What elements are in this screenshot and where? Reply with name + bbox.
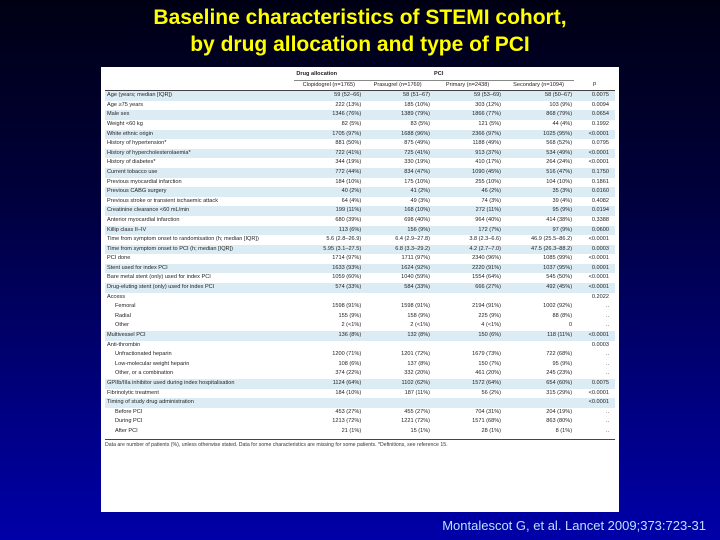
p-value-cell: 0.0075 [574, 379, 615, 389]
primary-pci-cell: 2220 (91%) [432, 264, 503, 274]
table-footnote: Data are number of patients (%), unless otherwise stated. Data for some characteristics are missing for some patients. *Definitions, see reference 15. [105, 439, 615, 448]
secondary-pci-cell: 97 (9%) [503, 226, 574, 236]
table-group-header-row [105, 70, 615, 80]
secondary-pci-cell: 35 (3%) [503, 187, 574, 197]
row-label: During PCI [115, 418, 143, 425]
row-label: After PCI [115, 427, 138, 434]
row-label: PCI done [107, 255, 131, 262]
prasugrel-cell: 168 (10%) [363, 206, 432, 216]
clopidogrel-cell: 5.6 (2.8–26.9) [326, 236, 362, 243]
primary-pci-cell: 4.2 (2.7–7.0) [432, 245, 503, 255]
p-value-cell: .. [605, 360, 609, 367]
primary-pci-cell: 2366 (97%) [432, 130, 503, 140]
row-label: Creatinine clearance <60 mL/min [105, 206, 294, 216]
p-value-cell: <0.0001 [588, 389, 609, 396]
row-label: Male sex [105, 110, 294, 120]
prasugrel-cell: 175 (10%) [404, 178, 431, 185]
primary-pci-cell: 704 (31%) [475, 408, 502, 415]
table-row [105, 197, 615, 207]
table-image [101, 67, 619, 512]
primary-pci-cell [432, 341, 503, 351]
prasugrel-cell: 1711 (97%) [401, 255, 431, 262]
table-row [105, 398, 615, 408]
p-value-cell: <0.0001 [588, 274, 609, 281]
column-header: Prasugrel (n=1769) [363, 80, 432, 91]
table-row [105, 293, 615, 303]
row-label: Age (years; median [IQR]) [105, 91, 294, 101]
prasugrel-cell [363, 398, 432, 408]
primary-pci-cell: 666 (27%) [432, 283, 503, 293]
column-header: Primary (n=2438) [432, 80, 503, 91]
table-row [105, 235, 615, 245]
table-row [105, 130, 615, 140]
row-label: Radial [115, 312, 131, 319]
row-label: Previous stroke or transient ischaemic attack [107, 197, 218, 204]
table-row [105, 168, 615, 178]
table-row [105, 273, 615, 283]
prasugrel-cell: 83 (5%) [410, 120, 431, 127]
p-value-cell: 0.0654 [574, 110, 615, 120]
primary-pci-cell: 255 (10%) [475, 178, 502, 185]
secondary-pci-cell: 95 (9%) [552, 360, 573, 367]
clopidogrel-cell: 453 (27%) [335, 408, 362, 415]
group-header-pci: PCI [432, 70, 574, 80]
row-label: Age ≥75 years [107, 101, 144, 108]
table-row [105, 360, 615, 370]
clopidogrel-cell: 722 (41%) [294, 149, 363, 159]
row-label: Unfractionated heparin [115, 351, 172, 358]
table-row [105, 91, 615, 101]
primary-pci-cell: 1571 (68%) [472, 418, 502, 425]
prasugrel-cell: 332 (20%) [404, 370, 431, 377]
clopidogrel-cell: 136 (8%) [294, 331, 363, 341]
column-header: p [574, 80, 615, 91]
p-value-cell: .. [605, 303, 609, 310]
table-row [105, 408, 615, 418]
primary-pci-cell: 303 (12%) [475, 101, 502, 108]
p-value-cell: <0.0001 [574, 149, 615, 159]
primary-pci-cell [432, 293, 503, 303]
table-row [105, 149, 615, 159]
row-label: Time from symptom onset to PCI (h; median [IQR]) [105, 245, 294, 255]
title-line-2: by drug allocation and type of PCI [190, 33, 530, 56]
clopidogrel-cell: 21 (1%) [341, 427, 362, 434]
secondary-pci-cell: 58 (50–67) [503, 91, 574, 101]
p-value-cell: .. [605, 322, 609, 329]
primary-pci-cell: 28 (1%) [481, 427, 502, 434]
p-value-cell: 0.2022 [591, 293, 609, 300]
table-row [105, 389, 615, 399]
prasugrel-cell: 6.8 (3.3–29.2) [363, 245, 432, 255]
p-value-cell: .. [605, 312, 609, 319]
prasugrel-cell: 132 (8%) [363, 331, 432, 341]
table-row [105, 312, 615, 322]
secondary-pci-cell: 95 (9%) [503, 206, 574, 216]
secondary-pci-cell: 863 (80%) [546, 418, 573, 425]
secondary-pci-cell: 1002 (92%) [543, 303, 573, 310]
primary-pci-cell: 56 (2%) [481, 389, 502, 396]
row-label: Stent used for index PCI [105, 264, 294, 274]
prasugrel-cell: 875 (49%) [404, 140, 431, 147]
secondary-pci-cell: 315 (29%) [546, 389, 573, 396]
clopidogrel-cell: 374 (22%) [335, 370, 362, 377]
row-label: Multivessel PCI [105, 331, 294, 341]
table-row [105, 302, 615, 312]
prasugrel-cell: 725 (41%) [363, 149, 432, 159]
prasugrel-cell: 1688 (96%) [363, 130, 432, 140]
prasugrel-cell: 1201 (72%) [401, 351, 431, 358]
p-value-cell: .. [605, 370, 609, 377]
primary-pci-cell: 46 (2%) [432, 187, 503, 197]
p-value-cell: 0.0001 [574, 264, 615, 274]
p-value-cell: 0.0600 [574, 226, 615, 236]
table-row [105, 178, 615, 188]
primary-pci-cell: 3.8 (2.3–6.6) [469, 236, 502, 243]
clopidogrel-cell [294, 398, 363, 408]
column-header [105, 80, 294, 91]
clopidogrel-cell: 64 (4%) [341, 197, 362, 204]
clopidogrel-cell: 2 (<1%) [341, 322, 362, 329]
prasugrel-cell [363, 341, 432, 351]
secondary-pci-cell: 264 (24%) [546, 159, 573, 166]
row-label: Killip class II–IV [105, 226, 294, 236]
primary-pci-cell: 1679 (73%) [472, 351, 502, 358]
row-label: Previous CABG surgery [105, 187, 294, 197]
table-row [105, 206, 615, 216]
prasugrel-cell: 2 (<1%) [410, 322, 431, 329]
slide-title [0, 4, 720, 58]
p-value-cell: .. [605, 418, 609, 425]
secondary-pci-cell: 8 (1%) [555, 427, 573, 434]
table-row [105, 120, 615, 130]
p-value-cell: 0.0795 [591, 140, 609, 147]
table-row [105, 254, 615, 264]
prasugrel-cell: 1040 (59%) [401, 274, 431, 281]
primary-pci-cell: 74 (3%) [481, 197, 502, 204]
p-value-cell: 0.0160 [574, 187, 615, 197]
clopidogrel-cell: 82 (5%) [341, 120, 362, 127]
p-value-cell: <0.0001 [588, 159, 609, 166]
secondary-pci-cell: 47.5 (26.3–88.2) [503, 245, 574, 255]
table-row [105, 283, 615, 293]
p-value-cell: <0.0001 [574, 283, 615, 293]
clopidogrel-cell: 772 (44%) [294, 168, 363, 178]
primary-pci-cell: 225 (9%) [478, 312, 502, 319]
prasugrel-cell: 1102 (62%) [363, 379, 432, 389]
prasugrel-cell: 584 (33%) [363, 283, 432, 293]
p-value-cell: <0.0001 [574, 130, 615, 140]
row-label: Before PCI [115, 408, 143, 415]
secondary-pci-cell: 46.9 (25.5–86.2) [531, 236, 573, 243]
prasugrel-cell: 698 (40%) [404, 216, 431, 223]
secondary-pci-cell: 204 (19%) [546, 408, 573, 415]
primary-pci-cell: 964 (40%) [475, 216, 502, 223]
table-row [105, 427, 615, 437]
primary-pci-cell: 150 (6%) [432, 331, 503, 341]
table-row [105, 350, 615, 360]
row-label: History of hypertension* [107, 140, 167, 147]
table-row [105, 331, 615, 341]
row-label: GPIIb/IIIa inhibitor used during index hospitalisation [105, 379, 294, 389]
table-row [105, 341, 615, 351]
p-value-cell: 0.0094 [591, 101, 609, 108]
p-value-cell: .. [605, 427, 609, 434]
primary-pci-cell: 272 (11%) [432, 206, 503, 216]
primary-pci-cell: 2340 (96%) [472, 255, 502, 262]
primary-pci-cell: 121 (5%) [478, 120, 502, 127]
clopidogrel-cell: 184 (10%) [335, 178, 362, 185]
clopidogrel-cell: 1598 (91%) [332, 303, 362, 310]
column-header: Clopidogrel (n=1765) [294, 80, 363, 91]
table-row [105, 417, 615, 427]
row-label: Femoral [115, 303, 136, 310]
secondary-pci-cell: 104 (10%) [546, 178, 573, 185]
secondary-pci-cell: 118 (11%) [503, 331, 574, 341]
clopidogrel-cell: 5.95 (3.1–27.5) [294, 245, 363, 255]
p-value-cell: 0.0194 [574, 206, 615, 216]
prasugrel-cell: 1598 (91%) [401, 303, 431, 310]
clopidogrel-cell: 1059 (60%) [332, 274, 362, 281]
table-row [105, 101, 615, 111]
clopidogrel-cell: 1200 (71%) [332, 351, 362, 358]
prasugrel-cell: 330 (19%) [404, 159, 431, 166]
secondary-pci-cell: 39 (4%) [552, 197, 573, 204]
clopidogrel-cell: 222 (13%) [335, 101, 362, 108]
prasugrel-cell: 6.4 (2.9–27.8) [395, 236, 431, 243]
secondary-pci-cell: 568 (52%) [546, 140, 573, 147]
prasugrel-cell: 41 (2%) [363, 187, 432, 197]
row-label: Previous myocardial infarction [107, 178, 182, 185]
p-value-cell: 0.1750 [574, 168, 615, 178]
p-value-cell: .. [605, 408, 609, 415]
p-value-cell: 0.0003 [574, 245, 615, 255]
clopidogrel-cell: 881 (50%) [335, 140, 362, 147]
row-label: Current tobacco use [105, 168, 294, 178]
row-label: Time from symptom onset to randomisation (h; median [IQR]) [107, 236, 259, 243]
row-label: Low-molecular weight heparin [115, 360, 190, 367]
table-row [105, 158, 615, 168]
table-row [105, 245, 615, 255]
table-row [105, 321, 615, 331]
primary-pci-cell: 461 (20%) [475, 370, 502, 377]
prasugrel-cell: 158 (9%) [407, 312, 431, 319]
secondary-pci-cell: 654 (60%) [503, 379, 574, 389]
clopidogrel-cell: 108 (6%) [338, 360, 362, 367]
title-line-1: Baseline characteristics of STEMI cohort, [153, 6, 567, 29]
clopidogrel-cell: 1213 (72%) [332, 418, 362, 425]
row-label: Drug-eluting stent (only) used for index PCI [105, 283, 294, 293]
clopidogrel-cell [294, 341, 363, 351]
column-header: Secondary (n=1094) [503, 80, 574, 91]
p-value-cell: 0.1992 [591, 120, 609, 127]
clopidogrel-cell: 40 (2%) [294, 187, 363, 197]
prasugrel-cell: 187 (11%) [404, 389, 431, 396]
primary-pci-cell: 913 (37%) [432, 149, 503, 159]
clopidogrel-cell: 184 (10%) [335, 389, 362, 396]
primary-pci-cell: 1090 (45%) [432, 168, 503, 178]
prasugrel-cell: 156 (9%) [363, 226, 432, 236]
primary-pci-cell: 4 (<1%) [481, 322, 502, 329]
secondary-pci-cell: 545 (50%) [546, 274, 573, 281]
primary-pci-cell: 2194 (91%) [472, 303, 502, 310]
row-label: Timing of study drug administration [105, 398, 294, 408]
clopidogrel-cell: 155 (9%) [338, 312, 362, 319]
p-value-cell: 0.1861 [591, 178, 609, 185]
table-row [105, 187, 615, 197]
secondary-pci-cell: 0 [568, 322, 573, 329]
p-value-cell: .. [605, 351, 609, 358]
prasugrel-cell: 1389 (79%) [363, 110, 432, 120]
primary-pci-cell: 1866 (77%) [432, 110, 503, 120]
clopidogrel-cell: 1124 (64%) [294, 379, 363, 389]
prasugrel-cell: 455 (27%) [404, 408, 431, 415]
secondary-pci-cell: 44 (4%) [552, 120, 573, 127]
clopidogrel-cell: 680 (39%) [335, 216, 362, 223]
baseline-table [105, 70, 615, 437]
primary-pci-cell: 59 (53–69) [432, 91, 503, 101]
secondary-pci-cell: 1085 (99%) [543, 255, 573, 262]
prasugrel-cell: 137 (8%) [407, 360, 431, 367]
table-row [105, 139, 615, 149]
prasugrel-cell: 15 (1%) [410, 427, 431, 434]
row-label: Anterior myocardial infarction [107, 216, 180, 223]
secondary-pci-cell: 414 (38%) [546, 216, 573, 223]
row-label: Other [115, 322, 129, 329]
prasugrel-cell: 1624 (92%) [363, 264, 432, 274]
row-label: Bare metal stent (only) used for index PCI [107, 274, 211, 281]
citation: Montalescot G, et al. Lancet 2009;373:723-31 [442, 518, 706, 533]
row-label: Other, or a combination [115, 370, 174, 377]
table-row [105, 264, 615, 274]
secondary-pci-cell: 103 (9%) [549, 101, 573, 108]
primary-pci-cell: 1572 (64%) [432, 379, 503, 389]
table-row [105, 226, 615, 236]
table-column-header-row [105, 80, 615, 91]
table-row [105, 110, 615, 120]
secondary-pci-cell: 516 (47%) [503, 168, 574, 178]
clopidogrel-cell: 59 (52–66) [294, 91, 363, 101]
secondary-pci-cell: 1025 (95%) [503, 130, 574, 140]
p-value-cell: 0.4082 [591, 197, 609, 204]
clopidogrel-cell: 1346 (76%) [294, 110, 363, 120]
clopidogrel-cell: 199 (11%) [294, 206, 363, 216]
row-label: Access [107, 293, 126, 300]
clopidogrel-cell: 1633 (93%) [294, 264, 363, 274]
secondary-pci-cell: 1037 (95%) [503, 264, 574, 274]
table-row [105, 216, 615, 226]
clopidogrel-cell: 574 (33%) [294, 283, 363, 293]
primary-pci-cell: 150 (7%) [478, 360, 502, 367]
row-label: Anti-thrombin [107, 341, 141, 348]
primary-pci-cell: 172 (7%) [432, 226, 503, 236]
row-label: History of diabetes* [107, 159, 156, 166]
secondary-pci-cell: 722 (68%) [546, 351, 573, 358]
p-value-cell: <0.0001 [588, 255, 609, 262]
clopidogrel-cell: 344 (19%) [335, 159, 362, 166]
p-value-cell: 0.0003 [591, 341, 609, 348]
primary-pci-cell: 1554 (64%) [472, 274, 502, 281]
p-value-cell: <0.0001 [574, 398, 615, 408]
prasugrel-cell [363, 293, 432, 303]
clopidogrel-cell [294, 293, 363, 303]
p-value-cell: <0.0001 [574, 331, 615, 341]
secondary-pci-cell: 245 (23%) [546, 370, 573, 377]
secondary-pci-cell [503, 398, 574, 408]
clopidogrel-cell: 113 (6%) [294, 226, 363, 236]
p-value-cell: 0.3388 [591, 216, 609, 223]
p-value-cell: 0.0075 [574, 91, 615, 101]
p-value-cell: <0.0001 [588, 236, 609, 243]
row-label: History of hypercholesterolaemia* [105, 149, 294, 159]
prasugrel-cell: 185 (10%) [404, 101, 431, 108]
clopidogrel-cell: 1714 (97%) [332, 255, 362, 262]
table-body [105, 91, 615, 437]
prasugrel-cell: 1221 (72%) [401, 418, 431, 425]
group-header-drug: Drug allocation [294, 70, 432, 80]
row-label: Weight <60 kg [107, 120, 143, 127]
secondary-pci-cell: 492 (45%) [503, 283, 574, 293]
secondary-pci-cell: 88 (8%) [552, 312, 573, 319]
prasugrel-cell: 49 (3%) [410, 197, 431, 204]
secondary-pci-cell: 868 (79%) [503, 110, 574, 120]
table-row [105, 379, 615, 389]
clopidogrel-cell: 1705 (97%) [294, 130, 363, 140]
prasugrel-cell: 58 (51–67) [363, 91, 432, 101]
secondary-pci-cell: 534 (49%) [503, 149, 574, 159]
prasugrel-cell: 834 (47%) [363, 168, 432, 178]
row-label: White ethnic origin [105, 130, 294, 140]
table-row [105, 369, 615, 379]
primary-pci-cell: 1188 (49%) [472, 140, 502, 147]
secondary-pci-cell [503, 341, 574, 351]
row-label: Fibrinolytic treatment [107, 389, 159, 396]
primary-pci-cell [432, 398, 503, 408]
primary-pci-cell: 410 (17%) [475, 159, 502, 166]
secondary-pci-cell [503, 293, 574, 303]
